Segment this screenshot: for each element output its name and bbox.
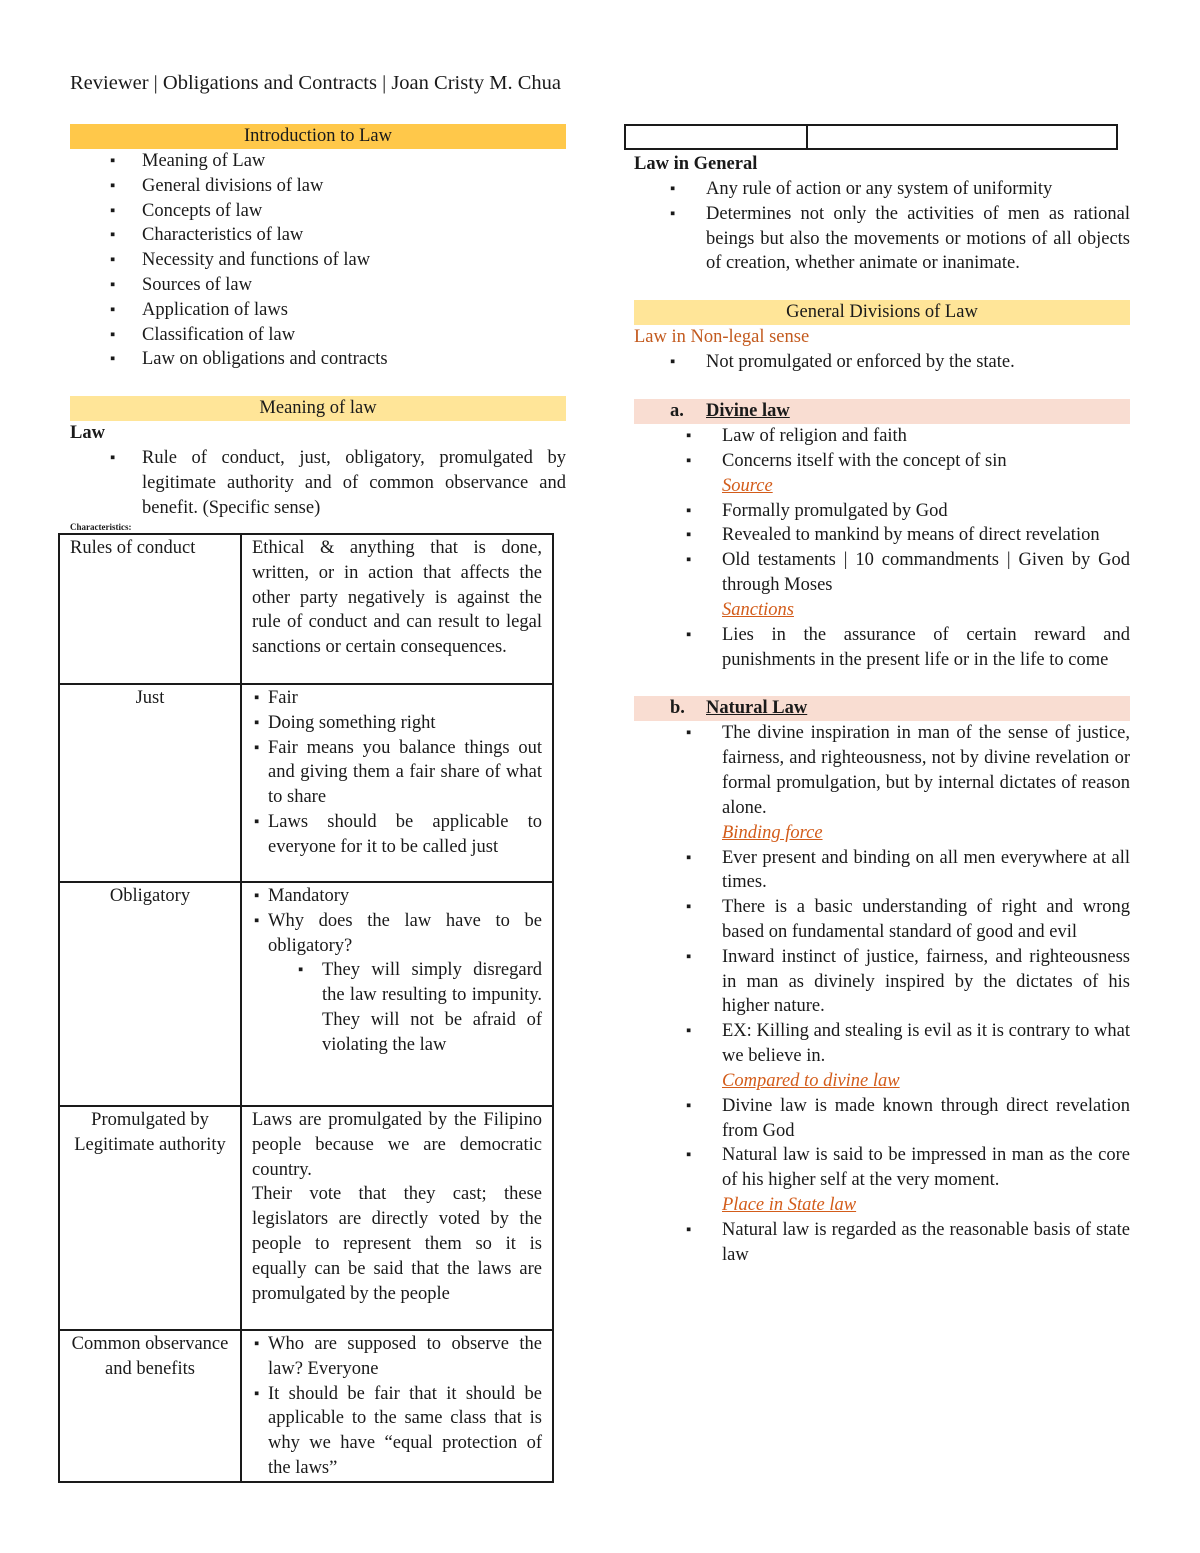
list-item: ▪ They will simply disregard the law resulting to impunity. They will not be afraid of violating the law xyxy=(252,958,542,1057)
natural-list xyxy=(634,721,1130,820)
list-item: ▪ Necessity and functions of law xyxy=(70,248,566,273)
binding-label: Binding force xyxy=(722,822,823,843)
law-general-list xyxy=(634,177,1130,276)
list-item: ▪ Determines not only the activities of men as rational beings but also the movements or motions of all objects of creation, whether animate or inanimate. xyxy=(634,202,1130,276)
common-list xyxy=(252,1332,542,1481)
obligatory-sublist xyxy=(252,958,542,1057)
list-item: ▪ Law on obligations and contracts xyxy=(70,347,566,372)
place-list xyxy=(634,1218,1130,1268)
list-item: ▪ Sources of law xyxy=(70,273,566,298)
list-item: ▪ Fair xyxy=(252,686,542,711)
table-divider xyxy=(806,126,808,148)
law-list xyxy=(70,446,566,520)
table-key: Obligatory xyxy=(59,882,241,1106)
law-heading: Law xyxy=(70,423,105,444)
list-item: ▪ Any rule of action or any system of uniformity xyxy=(634,177,1130,202)
list-item: ▪ Natural law is regarded as the reasonable basis of state law xyxy=(634,1218,1130,1268)
list-item: ▪ Natural law is said to be impressed in man as the core of his higher self at the very moment. xyxy=(634,1143,1130,1193)
table-key: Promulgated by Legitimate authority xyxy=(59,1106,241,1330)
nonlegal-heading: Law in Non-legal sense xyxy=(634,327,810,348)
list-item: ▪ Not promulgated or enforced by the state. xyxy=(634,350,1130,375)
intro-band: Introduction to Law xyxy=(70,124,566,149)
list-item: ▪ It should be fair that it should be applicable to the same class that is why we have “equal protection of the laws” xyxy=(252,1382,542,1481)
list-item: ▪ Application of laws xyxy=(70,298,566,323)
table-key: Rules of conduct xyxy=(59,534,241,684)
table-value xyxy=(241,684,553,882)
obligatory-list xyxy=(252,884,542,958)
table-row xyxy=(59,1106,553,1330)
table-row xyxy=(59,1330,553,1482)
list-item: ▪ Concepts of law xyxy=(70,199,566,224)
source-list xyxy=(634,499,1130,598)
page-title: Reviewer | Obligations and Contracts | Joan Cristy M. Chua xyxy=(70,72,562,94)
natural-law-heading xyxy=(634,696,1130,721)
nonlegal-list xyxy=(634,350,1130,375)
table-row xyxy=(59,684,553,882)
meaning-band: Meaning of law xyxy=(70,396,566,421)
natural-marker: b. xyxy=(670,698,685,719)
table-value xyxy=(241,882,553,1106)
promulgated-text-1: Laws are promulgated by the Filipino people because we are democratic country. xyxy=(252,1110,542,1180)
list-item: ▪ Characteristics of law xyxy=(70,223,566,248)
divine-list xyxy=(634,424,1130,474)
list-item: ▪ Who are supposed to observe the law? Everyone xyxy=(252,1332,542,1382)
list-item: ▪ EX: Killing and stealing is evil as it is contrary to what we believe in. xyxy=(634,1019,1130,1069)
list-item: ▪ Old testaments | 10 commandments | Given by God through Moses xyxy=(634,548,1130,598)
compared-list xyxy=(634,1094,1130,1193)
intro-list xyxy=(70,149,566,372)
list-item: ▪ Divine law is made known through direct revelation from God xyxy=(634,1094,1130,1144)
list-item: ▪ Formally promulgated by God xyxy=(634,499,1130,524)
list-item: ▪ Laws should be applicable to everyone for it to be called just xyxy=(252,810,542,860)
list-item: ▪ The divine inspiration in man of the sense of justice, fairness, and righteousness, not by divine revelation or formal promulgation, but by internal dictates of reason alone. xyxy=(634,721,1130,820)
list-item: ▪ Law of religion and faith xyxy=(634,424,1130,449)
list-item: ▪ Classification of law xyxy=(70,323,566,348)
list-item: ▪ Why does the law have to be obligatory? xyxy=(252,909,542,959)
sanctions-list xyxy=(634,623,1130,673)
divine-marker: a. xyxy=(670,400,684,421)
right-column xyxy=(634,152,1130,1268)
list-item: ▪ Concerns itself with the concept of sin xyxy=(634,449,1130,474)
table-key: Just xyxy=(59,684,241,882)
left-column xyxy=(70,124,566,533)
list-item: ▪ Ever present and binding on all men everywhere at all times. xyxy=(634,846,1130,896)
compared-label: Compared to divine law xyxy=(722,1070,900,1091)
characteristics-table xyxy=(58,533,554,1483)
list-item: ▪ Meaning of Law xyxy=(70,149,566,174)
just-list xyxy=(252,686,542,860)
place-label: Place in State law xyxy=(722,1194,857,1215)
empty-header-table xyxy=(624,124,1118,150)
characteristics-label: Characteristics: xyxy=(70,521,132,532)
law-general-heading: Law in General xyxy=(634,154,758,174)
list-item: ▪ Inward instinct of justice, fairness, and righteousness in man as divinely inspired by the dictates of his higher nature. xyxy=(634,945,1130,1019)
divine-title: Divine law xyxy=(706,400,790,421)
divisions-band: General Divisions of Law xyxy=(634,300,1130,325)
list-item: ▪ Mandatory xyxy=(252,884,542,909)
list-item: ▪ Revealed to mankind by means of direct revelation xyxy=(634,523,1130,548)
list-item: ▪ Rule of conduct, just, obligatory, promulgated by legitimate authority and of common observance and benefit. (Specific sense) xyxy=(70,446,566,520)
table-value xyxy=(241,1106,553,1330)
binding-list xyxy=(634,846,1130,1069)
list-item: ▪ Doing something right xyxy=(252,711,542,736)
natural-title: Natural Law xyxy=(706,698,808,719)
list-item: ▪ Lies in the assurance of certain reward and punishments in the present life or in the life to come xyxy=(634,623,1130,673)
sanctions-label: Sanctions xyxy=(722,599,794,620)
source-label: Source xyxy=(722,475,773,496)
table-value xyxy=(241,1330,553,1482)
divine-law-heading xyxy=(634,399,1130,424)
promulgated-text-2: Their vote that they cast; these legislators are directly voted by the people to represent them so it is equally can be said that the laws are promulgated by the people xyxy=(252,1184,542,1304)
list-item: ▪ There is a basic understanding of right and wrong based on fundamental standard of good and evil xyxy=(634,895,1130,945)
table-value: Ethical & anything that is done, written, or in action that affects the other party negatively is against the rule of conduct and can result to legal sanctions or certain consequences. xyxy=(241,534,553,684)
list-item: ▪ General divisions of law xyxy=(70,174,566,199)
table-row xyxy=(59,882,553,1106)
list-item: ▪ Fair means you balance things out and giving them a fair share of what to share xyxy=(252,736,542,810)
table-key: Common observance and benefits xyxy=(59,1330,241,1482)
table-row xyxy=(59,534,553,684)
